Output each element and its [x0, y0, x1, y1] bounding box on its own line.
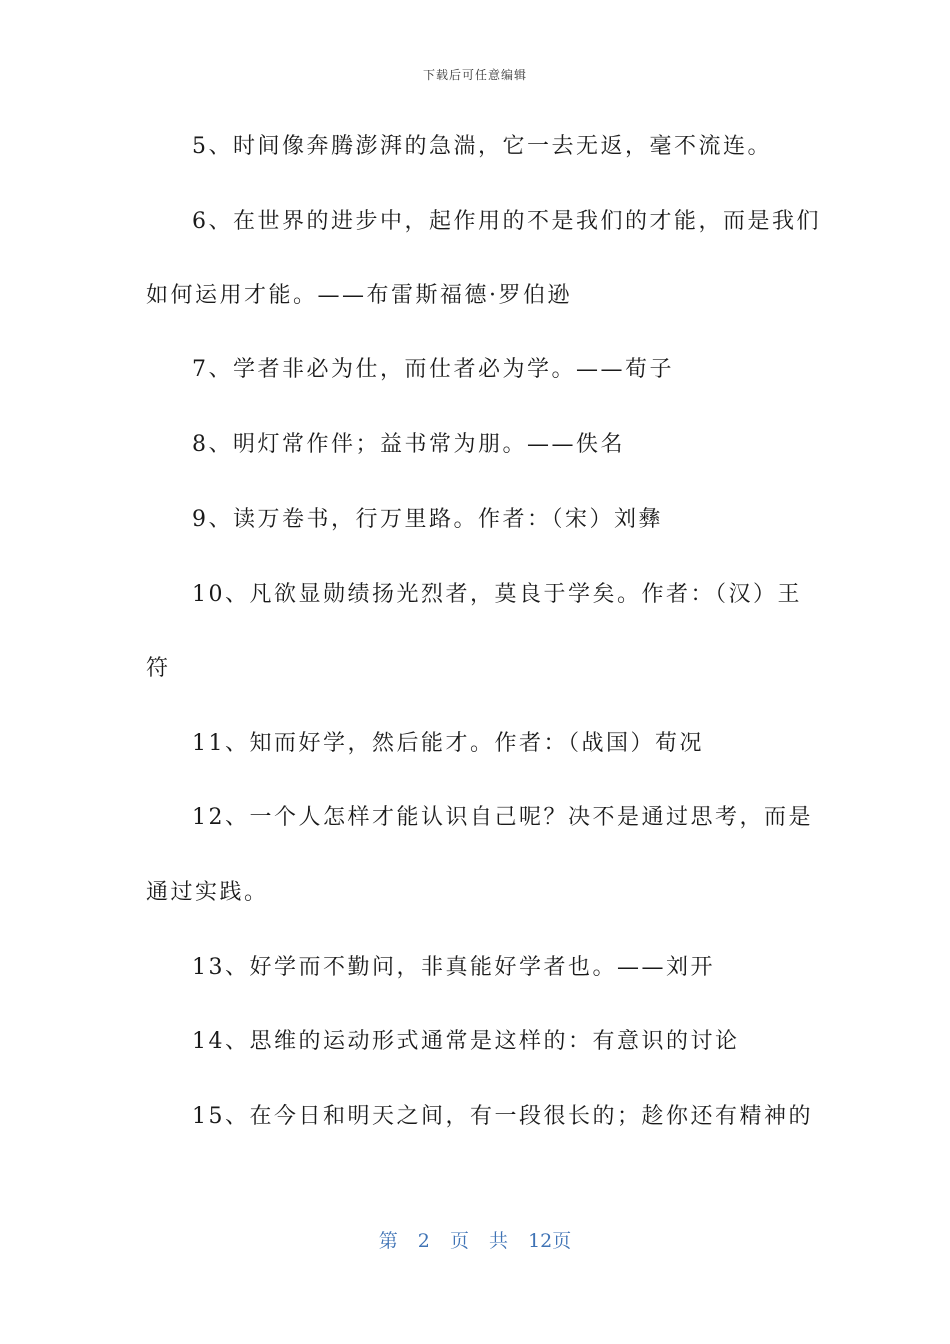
quote-line-continuation: 符: [146, 656, 171, 681]
quote-line: 10、凡欲显勋绩扬光烈者，莫良于学矣。作者：（汉）王: [192, 582, 802, 607]
quote-line-continuation: 通过实践。: [146, 880, 269, 905]
footer-label-total: 共: [489, 1230, 509, 1252]
page-header: 下载后可任意编辑: [422, 68, 527, 82]
quote-line-continuation: 如何运用才能。——布雷斯福德·罗伯逊: [146, 283, 572, 308]
footer-label-page-unit: 页: [449, 1230, 469, 1252]
quote-line: 12、一个人怎样才能认识自己呢？决不是通过思考，而是: [192, 805, 813, 830]
quote-line: 6、在世界的进步中，起作用的不是我们的才能，而是我们: [192, 209, 821, 234]
quote-line: 14、思维的运动形式通常是这样的：有意识的讨论: [192, 1029, 740, 1054]
footer-current-page: 2: [417, 1230, 430, 1252]
quote-line: 13、好学而不勤问，非真能好学者也。——刘开: [192, 955, 715, 980]
footer-total-pages: 12页: [528, 1230, 572, 1252]
quote-line: 5、时间像奔腾澎湃的急湍，它一去无返，毫不流连。: [192, 134, 772, 159]
quote-line: 11、知而好学，然后能才。作者：（战国）荀况: [192, 731, 704, 756]
quote-line: 7、学者非必为仕，而仕者必为学。——荀子: [192, 357, 674, 382]
quote-line: 8、明灯常作伴；益书常为朋。——佚名: [192, 432, 625, 457]
quote-line: 9、读万卷书，行万里路。作者：（宋）刘彝: [192, 507, 663, 532]
page-footer: [0, 1226, 950, 1253]
quote-line: 15、在今日和明天之间，有一段很长的；趁你还有精神的: [192, 1104, 813, 1129]
footer-label-page: 第: [378, 1230, 398, 1252]
